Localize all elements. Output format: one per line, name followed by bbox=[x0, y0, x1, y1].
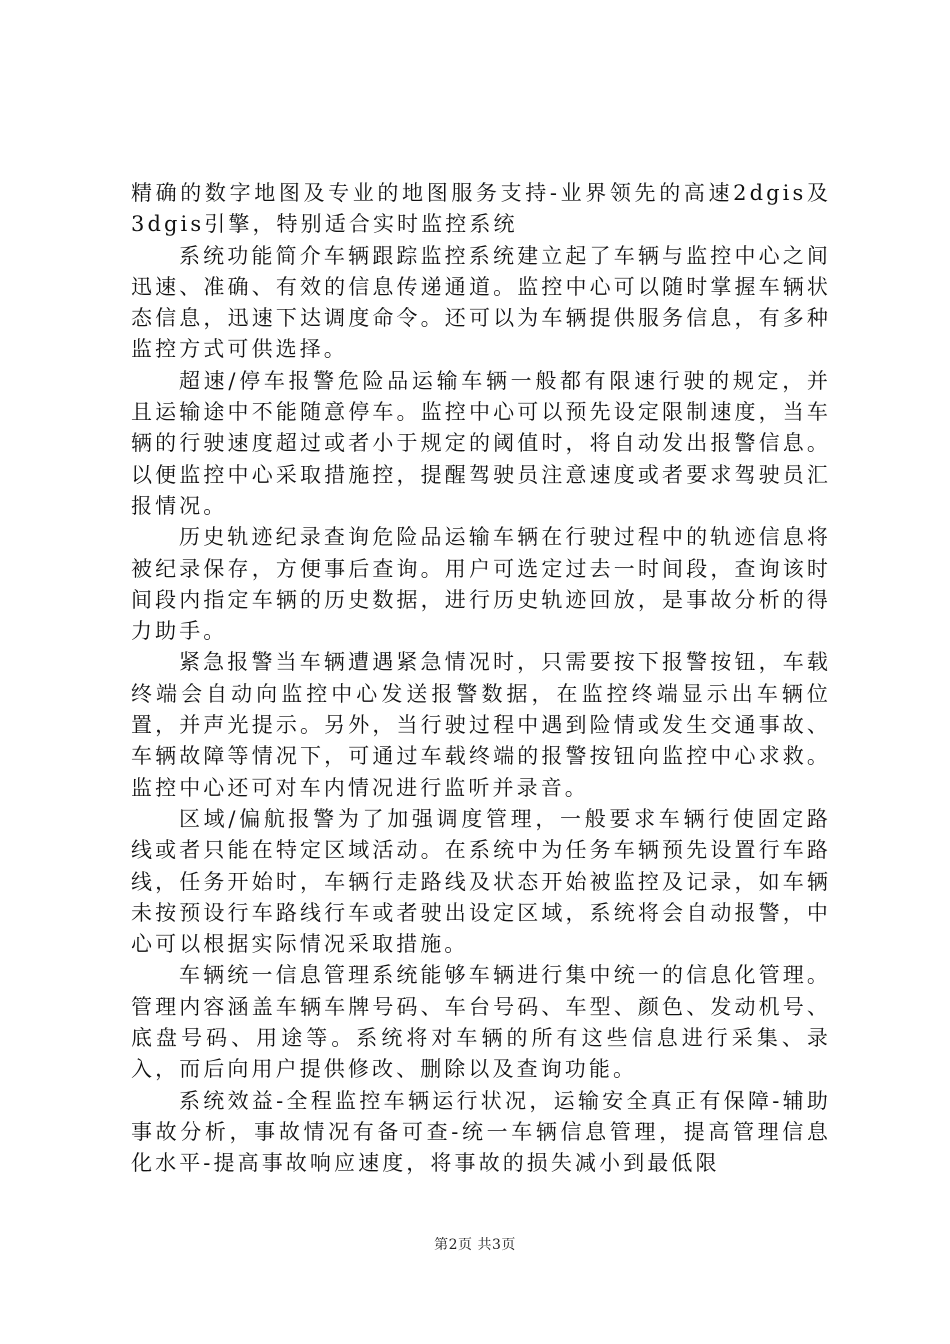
document-body bbox=[131, 178, 831, 1180]
paragraph-7: 车辆统一信息管理系统能够车辆进行集中统一的信息化管理。管理内容涵盖车辆车牌号码、车台号码、车型、颜色、发动机号、底盘号码、用途等。系统将对车辆的所有这些信息进行采集、录入，而后向用户提供修改、删除以及查询功能。 bbox=[131, 963, 831, 1082]
paragraph-3: 超速/停车报警危险品运输车辆一般都有限速行驶的规定，并且运输途中不能随意停车。监控中心可以预先设定限制速度，当车辆的行驶速度超过或者小于规定的阈值时，将自动发出报警信息。以便监控中心采取措施控，提醒驾驶员注意速度或者要求驾驶员汇报情况。 bbox=[131, 368, 831, 518]
paragraph-6: 区域/偏航报警为了加强调度管理，一般要求车辆行使固定路线或者只能在特定区域活动。在系统中为任务车辆预先设置行车路线，任务开始时，车辆行走路线及状态开始被监控及记录，如车辆未按预设行车路线行车或者驶出设定区域，系统将会自动报警，中心可以根据实际情况采取措施。 bbox=[131, 806, 831, 957]
page-number-label: 第2页 共3页 bbox=[434, 1237, 516, 1253]
paragraph-1: 精确的数字地图及专业的地图服务支持-业界领先的高速2dgis及3dgis引擎，特别适合实时监控系统 bbox=[131, 181, 831, 237]
paragraph-5: 紧急报警当车辆遭遇紧急情况时，只需要按下报警按钮，车载终端会自动向监控中心发送报警数据，在监控终端显示出车辆位置，并声光提示。另外，当行驶过程中遇到险情或发生交通事故、车辆故障等情况下，可通过车载终端的报警按钮向监控中心求救。监控中心还可对车内情况进行监听并录音。 bbox=[131, 650, 831, 800]
paragraph-4: 历史轨迹纪录查询危险品运输车辆在行驶过程中的轨迹信息将被纪录保存，方便事后查询。用户可选定过去一时间段，查询该时间段内指定车辆的历史数据，进行历史轨迹回放，是事故分析的得力助手。 bbox=[131, 525, 831, 644]
page-footer bbox=[0, 1234, 950, 1254]
paragraph-2: 系统功能简介车辆跟踪监控系统建立起了车辆与监控中心之间迅速、准确、有效的信息传递通道。监控中心可以随时掌握车辆状态信息，迅速下达调度命令。还可以为车辆提供服务信息，有多种监控方式可供选择。 bbox=[131, 243, 831, 362]
paragraph-8: 系统效益-全程监控车辆运行状况，运输安全真正有保障-辅助事故分析，事故情况有备可查-统一车辆信息管理，提高管理信息化水平-提高事故响应速度，将事故的损失减小到最低限 bbox=[131, 1088, 831, 1176]
